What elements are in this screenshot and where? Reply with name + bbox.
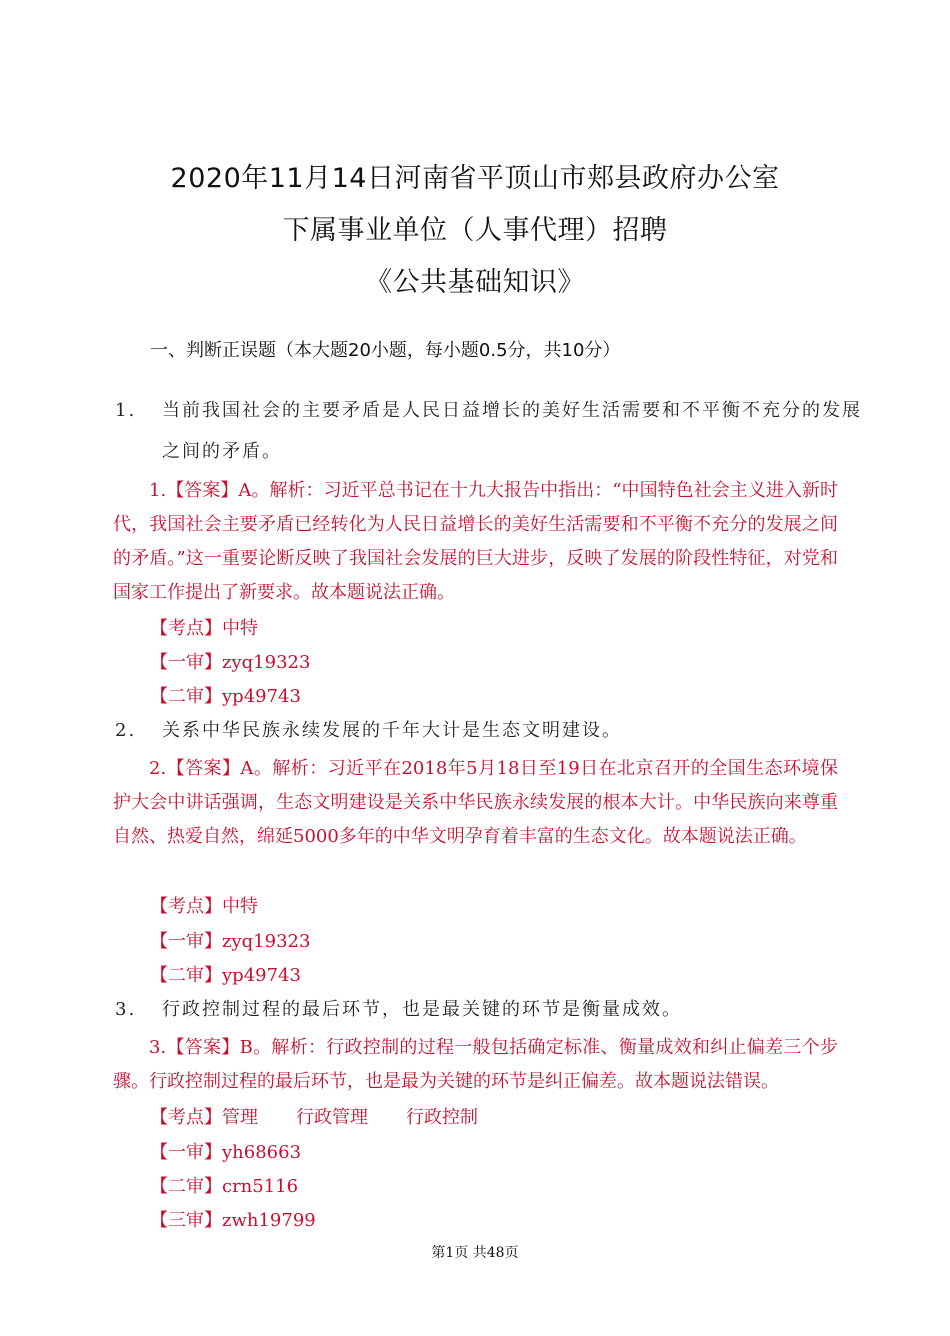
answer-1 <box>113 474 838 610</box>
kaodian-3 <box>150 1103 478 1129</box>
second-review-3: 【二审】crn5116 <box>150 1176 299 1197</box>
section-heading: 一、判断正误题（本大题20小题，每小题0.5分，共10分） <box>150 340 621 361</box>
third-review-3: 【三审】zwh19799 <box>150 1210 316 1231</box>
question-number: 2. <box>115 720 137 741</box>
question-number: 3. <box>115 999 137 1020</box>
first-review-2: 【一审】zyq19323 <box>150 931 311 952</box>
title-line-2: 下属事业单位（人事代理）招聘 <box>282 215 668 246</box>
question-number: 1. <box>115 400 137 421</box>
question-2 <box>115 716 622 742</box>
page-footer: 第1页 共48页 <box>431 1245 519 1261</box>
question-3 <box>115 995 682 1021</box>
kaodian-item: 行政控制 <box>406 1107 478 1128</box>
kaodian-2: 【考点】中特 <box>150 896 258 917</box>
answer-2 <box>113 752 838 854</box>
kaodian-item: 行政管理 <box>296 1107 368 1128</box>
question-text: 当前我国社会的主要矛盾是人民日益增长的美好生活需要和不平衡不充分的发展 <box>162 400 862 421</box>
answer-3 <box>113 1031 838 1099</box>
title-line-3: 《公共基础知识》 <box>365 267 585 298</box>
first-review-3: 【一审】yh68663 <box>150 1142 302 1163</box>
question-text: 行政控制过程的最后环节，也是最关键的环节是衡量成效。 <box>162 999 682 1020</box>
title-line-1: 2020年11月14日河南省平顶山市郏县政府办公室 <box>170 163 780 194</box>
question-1-continued: 之间的矛盾。 <box>162 441 282 462</box>
kaodian-label: 【考点】管理 <box>150 1107 258 1128</box>
second-review-2: 【二审】yp49743 <box>150 965 301 986</box>
kaodian-1: 【考点】中特 <box>150 618 258 639</box>
question-text: 关系中华民族永续发展的千年大计是生态文明建设。 <box>162 720 622 741</box>
answer-text: 1.【答案】A。解析：习近平总书记在十九大报告中指出：“中国特色社会主义进入新时代，我国社会主要矛盾已经转化为人民日益增长的美好生活需要和不平衡不充分的发展之间的矛盾。”这一重要论断反映了我国社会发展的巨大进步，反映了发展的阶段性特征，对党和国家工作提出了新要求。故本题说法正确。 <box>113 480 838 603</box>
first-review-1: 【一审】zyq19323 <box>150 652 311 673</box>
answer-text: 2.【答案】A。解析：习近平在2018年5月18日至19日在北京召开的全国生态环境保护大会中讲话强调，生态文明建设是关系中华民族永续发展的根本大计。中华民族向来尊重自然、热爱自然，绵延5000多年的中华文明孕育着丰富的生态文化。故本题说法正确。 <box>113 758 838 847</box>
second-review-1: 【二审】yp49743 <box>150 686 301 707</box>
question-1 <box>115 396 862 422</box>
answer-text: 3.【答案】B。解析：行政控制的过程一般包括确定标准、衡量成效和纠止偏差三个步骤。行政控制过程的最后环节，也是最为关键的环节是纠正偏差。故本题说法错误。 <box>113 1037 838 1092</box>
